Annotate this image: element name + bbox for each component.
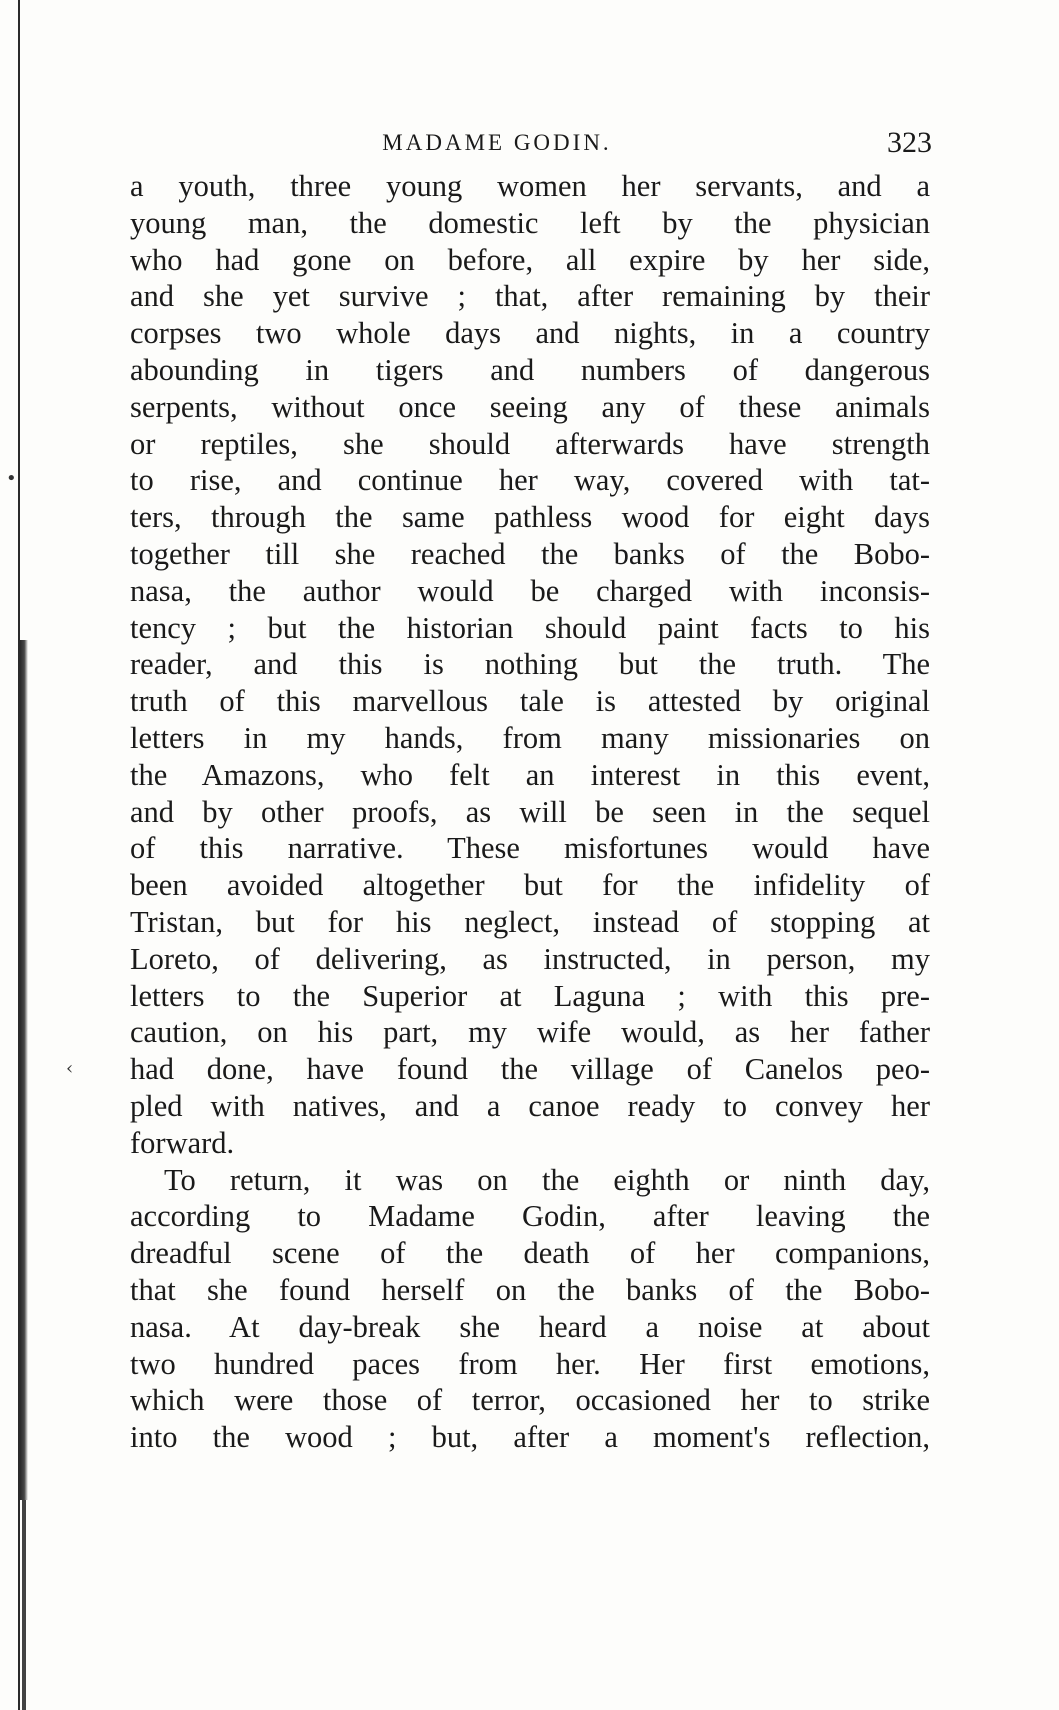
text-line: corpses two whole days and nights, in a country [130, 316, 930, 351]
text-line: been avoided altogether but for the infidelity of [130, 868, 930, 903]
text-line: caution, on his part, my wife would, as her father [130, 1015, 930, 1050]
text-line: letters to the Superior at Laguna ; with this pre- [130, 978, 930, 1013]
text-line: who had gone on before, all expire by her side, [130, 242, 930, 277]
text-line: letters in my hands, from many missionaries on [130, 720, 930, 755]
text-line: to rise, and continue her way, covered with tat- [130, 463, 930, 498]
text-line: abounding in tigers and numbers of dangerous [130, 352, 930, 387]
text-line: tency ; but the historian should paint facts to his [130, 610, 930, 645]
text-line: which were those of terror, occasioned her to strike [130, 1383, 930, 1418]
page-number: 323 [887, 126, 932, 159]
text-line: serpents, without once seeing any of these animals [130, 389, 930, 424]
text-line: reader, and this is nothing but the truth. The [130, 647, 930, 682]
text-line: dreadful scene of the death of her companions, [130, 1236, 930, 1271]
body-text [130, 168, 930, 1456]
text-line: Loreto, of delivering, as instructed, in person, my [130, 941, 930, 976]
text-line: truth of this marvellous tale is attested by original [130, 684, 930, 719]
binding-shadow-lower [22, 1500, 26, 1710]
paragraph-2 [130, 1162, 930, 1456]
text-line: into the wood ; but, after a moment's reflection, [130, 1420, 930, 1455]
margin-speck: • [6, 468, 17, 489]
text-line: two hundred paces from her. Her first emotions, [130, 1346, 930, 1381]
text-line: according to Madame Godin, after leaving the [130, 1199, 930, 1234]
binding-shadow [20, 640, 28, 1500]
text-line: and she yet survive ; that, after remaining by their [130, 279, 930, 314]
text-line: nasa. At day-break she heard a noise at about [130, 1309, 930, 1344]
text-line: together till she reached the banks of the Bobo- [130, 536, 930, 571]
text-line: a youth, three young women her servants, and a [130, 169, 930, 203]
text-line: nasa, the author would be charged with inconsis- [130, 573, 930, 608]
text-line: Tristan, but for his neglect, instead of stopping at [130, 904, 930, 939]
text-line: To return, it was on the eighth or ninth day, [164, 1162, 930, 1197]
running-title: MADAME GODIN. [382, 130, 612, 155]
text-line: or reptiles, she should afterwards have strength [130, 426, 930, 461]
text-line: had done, have found the village of Canelos peo- [130, 1052, 930, 1087]
text-line: pled with natives, and a canoe ready to convey her [130, 1088, 930, 1123]
running-head [132, 126, 932, 170]
text-line: ters, through the same pathless wood for eight days [130, 500, 930, 535]
text-line: the Amazons, who felt an interest in this event, [130, 757, 930, 792]
text-line: and by other proofs, as will be seen in the sequel [130, 794, 930, 829]
text-line: forward. [130, 1125, 235, 1160]
text-line: of this narrative. These misfortunes would have [130, 831, 930, 866]
text-line: that she found herself on the banks of the Bobo- [130, 1272, 930, 1307]
margin-arrow-mark: ‹ [66, 1058, 74, 1079]
text-line: young man, the domestic left by the physician [130, 205, 930, 240]
paragraph-1 [130, 168, 930, 1162]
